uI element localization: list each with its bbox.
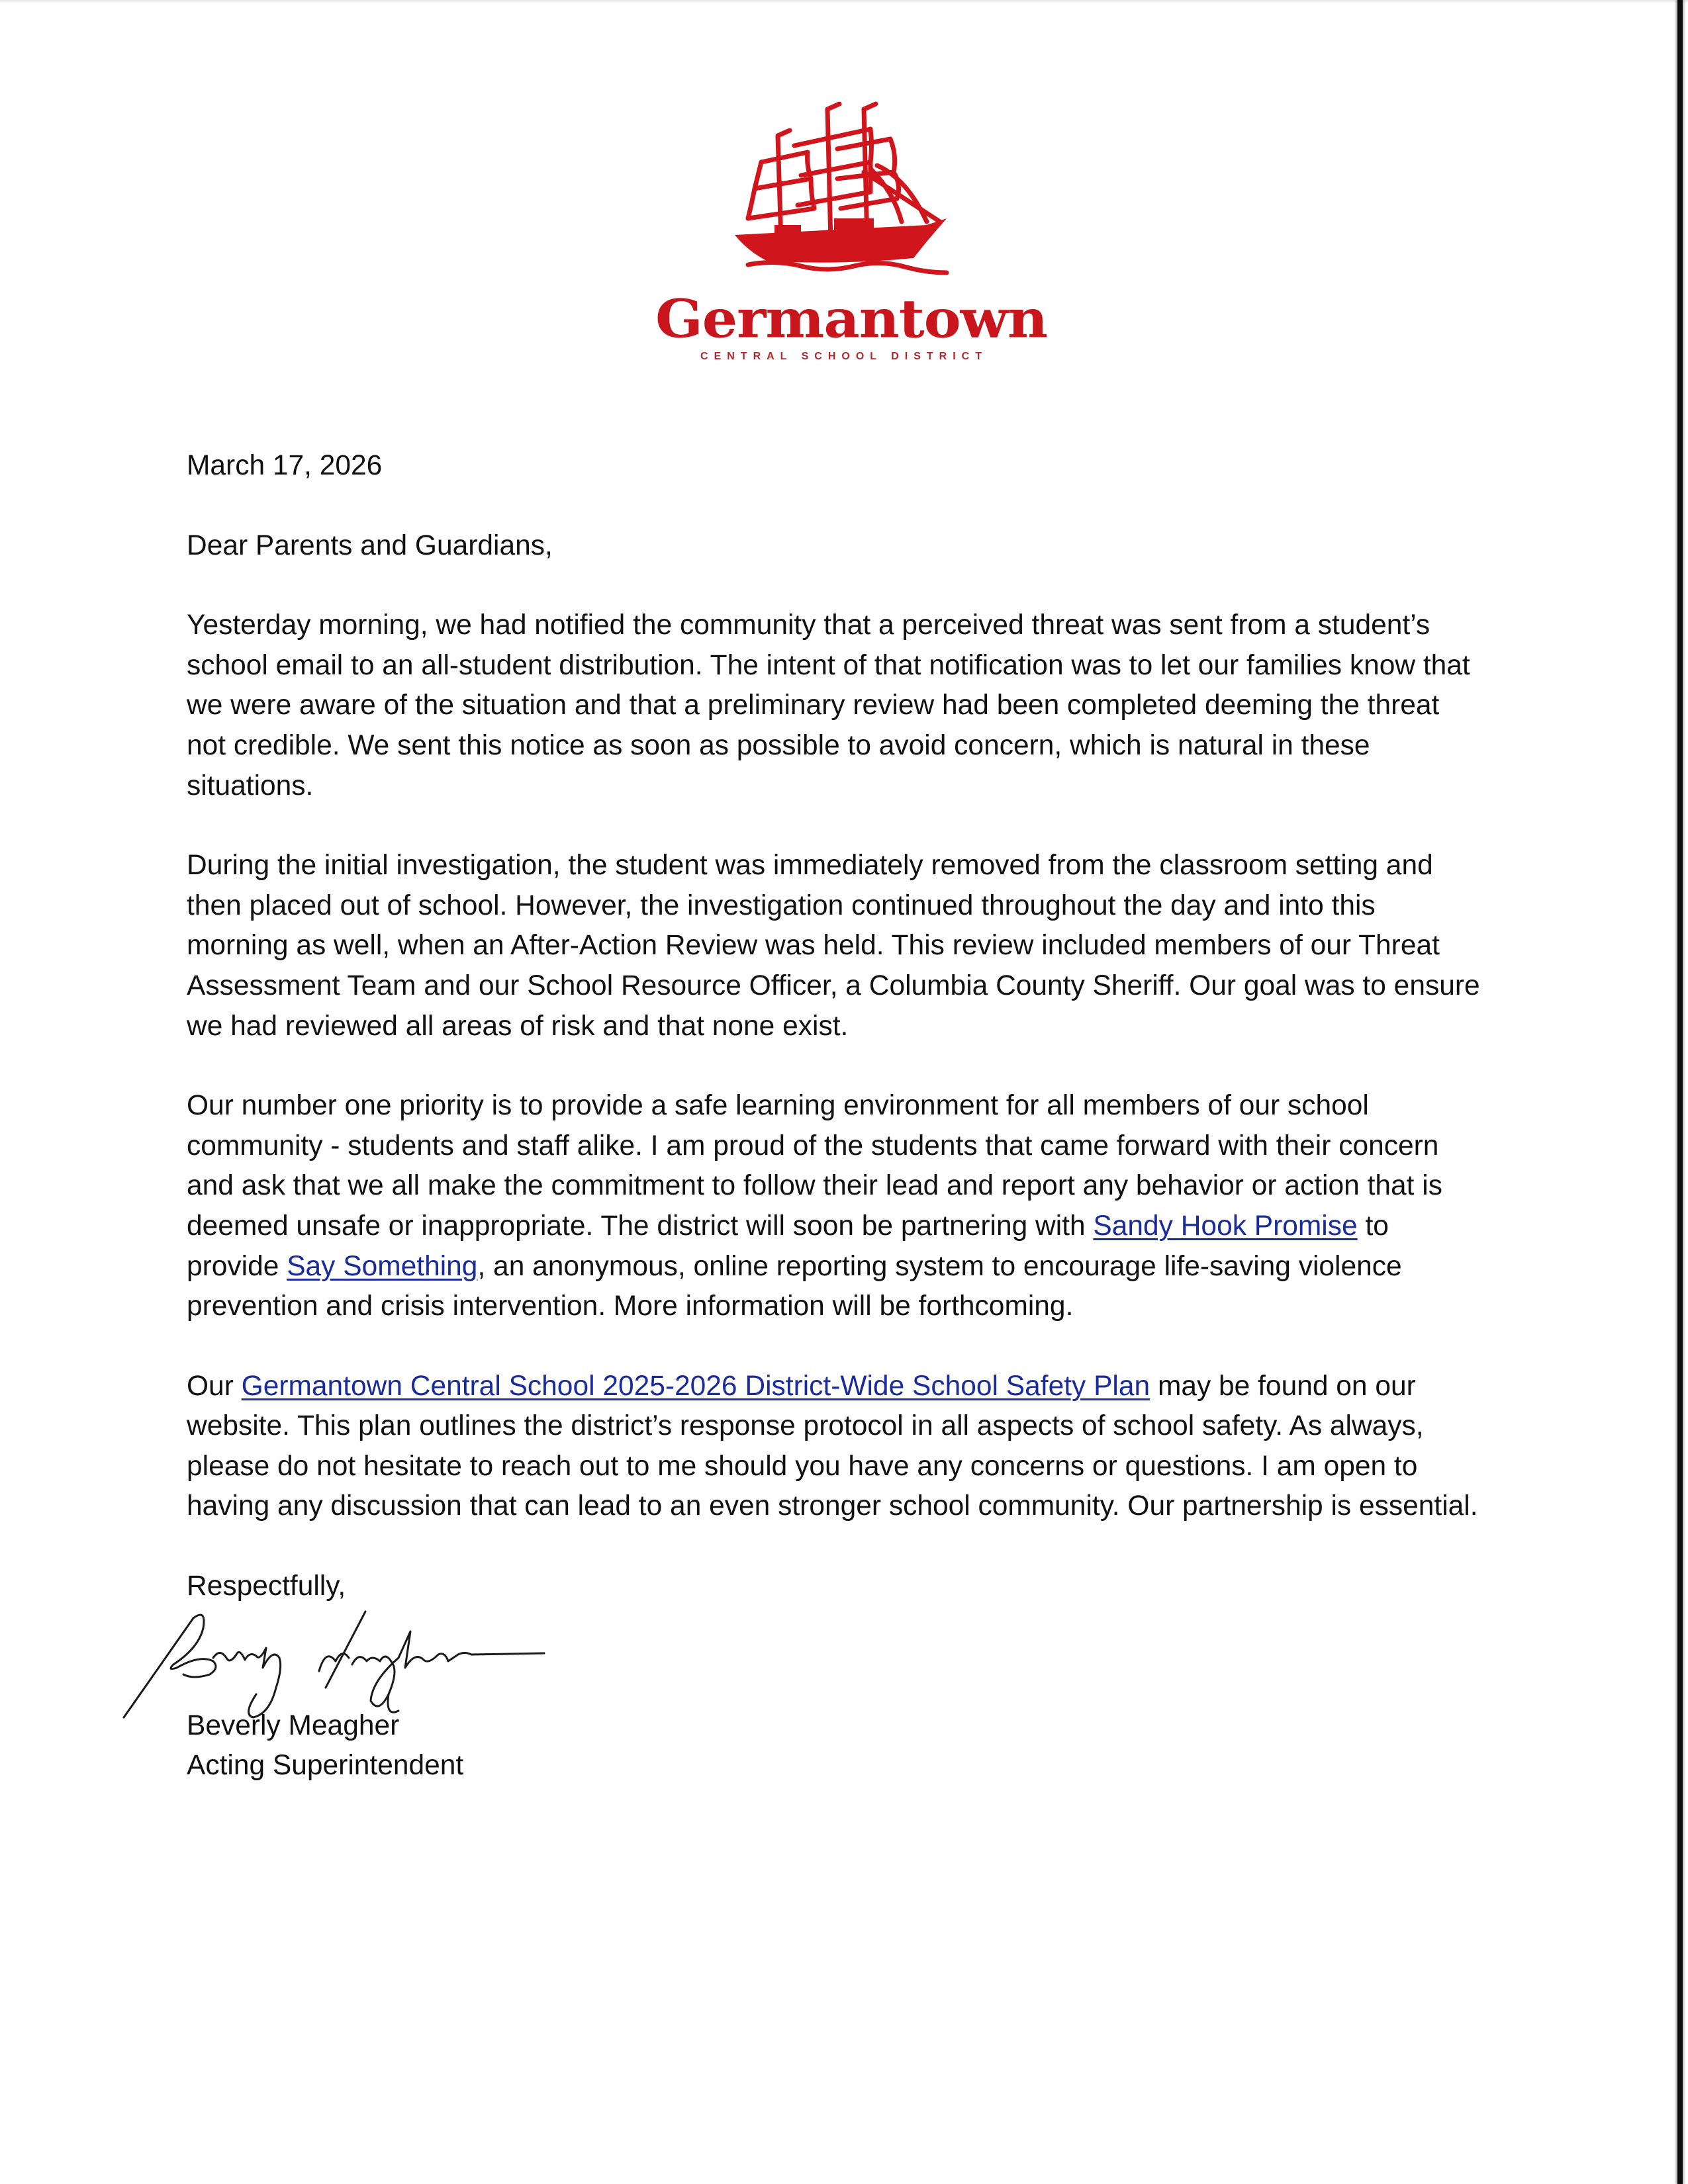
sandy-hook-promise-link[interactable]: Sandy Hook Promise: [1093, 1210, 1358, 1242]
paragraph-priority-text-2: to provide: [187, 1210, 1389, 1282]
page-top-edge: [0, 0, 1688, 3]
district-subtitle: CENTRAL SCHOOL DISTRICT: [700, 351, 988, 362]
paragraph-priority-text-1: Our number one priority is to provide a safe learning environment for all members of our school community - students and staff alike. I am proud of the students that came forward with their concern and ask that we all make the commitment to follow their lead and report any behavior or action that is deemed unsafe or inappropriate. The district will soon be partnering with: [187, 1090, 1442, 1242]
paragraph-safety-plan-text-1: Our: [187, 1370, 242, 1402]
letter-closing: Respectfully,: [187, 1570, 346, 1602]
paragraph-safety-plan: [187, 1367, 1484, 1527]
letter-body: [187, 446, 1484, 1786]
paragraph-priority-text-3: , an anonymous, online reporting system to encourage life-saving violence prevention and crisis intervention. More information will be forthcoming.: [187, 1250, 1402, 1322]
signature-block: [187, 1607, 1484, 1706]
safety-plan-link[interactable]: Germantown Central School 2025-2026 District-Wide School Safety Plan: [241, 1370, 1150, 1402]
page-right-border: [1677, 0, 1683, 2184]
paragraph-safety-plan-text-2: may be found on our website. This plan outlines the district’s response protocol in all aspects of school safety. As always, please do not hesitate to reach out to me should you have any concerns or questions. I am open to having any discussion that can lead to an even stronger school community. Our partnership is essential.: [187, 1370, 1478, 1522]
paragraph-investigation: During the initial investigation, the student was immediately removed from the classroom setting and then placed out of school. However, the investigation continued throughout the day and into this morning as well, when an After-Action Review was held. This review included members of our Threat Assessment Team and our School Resource Officer, a Columbia County Sheriff. Our goal was to ensure we had reviewed all areas of risk and that none exist.: [187, 850, 1480, 1042]
sailing-ship-icon: [728, 99, 953, 291]
letter-greeting: Dear Parents and Guardians,: [187, 529, 553, 561]
say-something-link[interactable]: Say Something: [287, 1250, 478, 1282]
signer-title: Acting Superintendent: [187, 1750, 464, 1782]
letterhead: [655, 99, 1048, 363]
district-name: Germantown: [655, 287, 1048, 350]
letter-date: March 17, 2026: [187, 450, 383, 481]
paragraph-notification: Yesterday morning, we had notified the community that a perceived threat was sent from a student’s school email to an all-student distribution. The intent of that notification was to let our families know that we were aware of the situation and that a preliminary review had been completed deeming the threat not credible. We sent this notice as soon as possible to avoid concern, which is natural in these situations.: [187, 610, 1470, 801]
signer-name: Beverly Meagher: [187, 1709, 400, 1741]
paragraph-priority: [187, 1086, 1484, 1327]
